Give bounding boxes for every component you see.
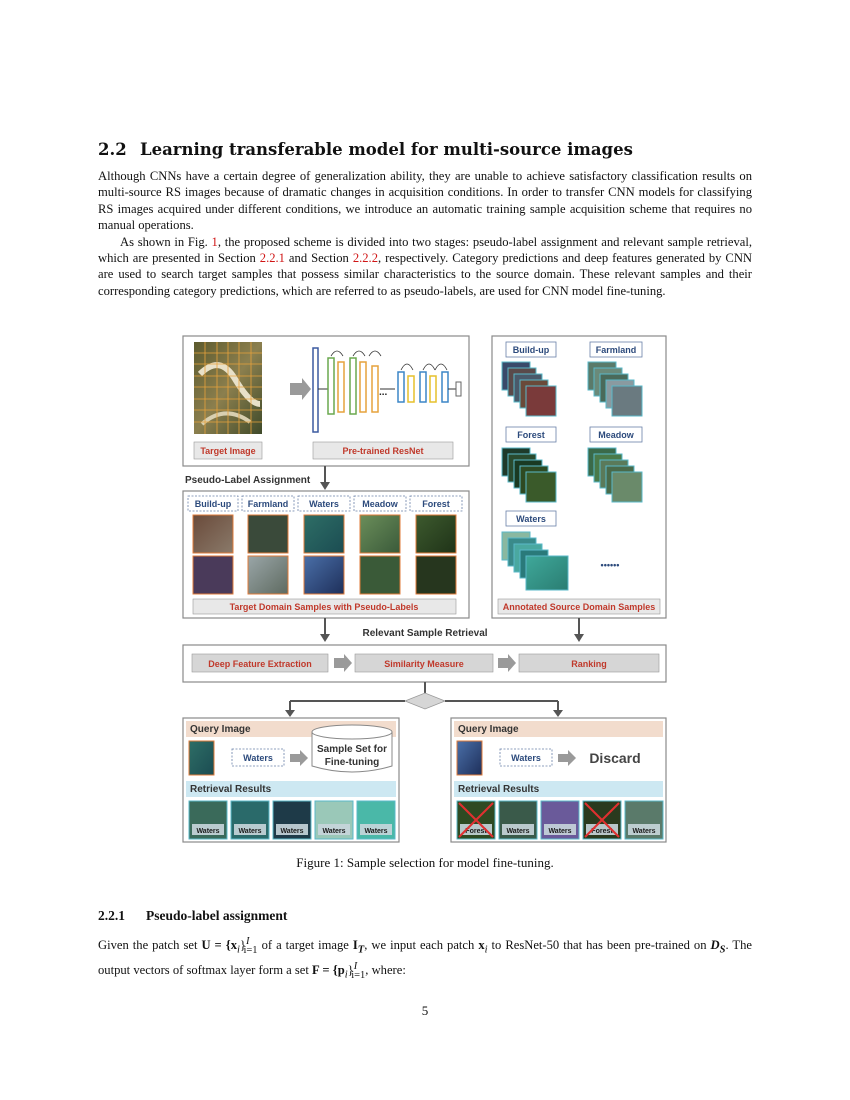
section-title: Learning transferable model for multi-source images — [140, 140, 633, 159]
target-image-label: Target Image — [200, 446, 256, 456]
source-domain-panel — [492, 336, 666, 618]
result-label: Waters — [196, 828, 220, 835]
source-category-label: Build-up — [512, 345, 550, 355]
retrieval-results-label: Retrieval Results — [458, 784, 540, 795]
down-arrow-icon — [553, 710, 563, 717]
source-category-label: Meadow — [598, 430, 634, 440]
result-label: Forest — [591, 828, 613, 835]
decision-diamond-icon — [405, 693, 445, 709]
down-arrow-icon — [320, 482, 330, 490]
relevant-sample-retrieval-title: Relevant Sample Retrieval — [362, 628, 488, 639]
query-image-label: Query Image — [190, 724, 251, 735]
down-arrow-icon — [574, 634, 584, 642]
source-category-label: Farmland — [595, 345, 637, 355]
result-label: Waters — [548, 828, 572, 835]
subsection-title: Pseudo-label assignment — [146, 908, 288, 923]
result-label: Waters — [364, 828, 388, 835]
source-category-label: Waters — [516, 514, 546, 524]
pseudo-label-panel — [183, 491, 469, 618]
result-label: Waters — [506, 828, 530, 835]
sample-set-label-1: Sample Set for — [316, 744, 388, 755]
pseudo-label: Waters — [511, 753, 541, 763]
paragraph-1: Although CNNs have a certain degree of generalization ability, they are unable to achieve satisfactory classification results on multi-source RS images because of dramatic changes in acquisition conditions. In order to transfer CNN models for classifying RS images acquired under different conditions, we introduce an automatic training sample acquisition scheme that requires no manual operations. — [98, 169, 752, 233]
body-text — [98, 168, 752, 299]
figure-ref-link[interactable]: 1 — [211, 234, 218, 249]
pseudo-label: Waters — [243, 753, 273, 763]
discard-label: Discard — [589, 750, 641, 766]
section-number: 2.2 — [98, 140, 127, 159]
category-labels — [188, 496, 462, 511]
retrieval-steps-panel — [183, 645, 666, 682]
section-ref-link-1[interactable]: 2.2.1 — [259, 251, 285, 266]
down-arrow-icon — [285, 710, 295, 717]
step-label: Similarity Measure — [384, 659, 464, 669]
result-label: Forest — [465, 828, 487, 835]
section-ref-link-2[interactable]: 2.2.2 — [352, 251, 378, 266]
source-more-ellipsis: •••••• — [600, 560, 620, 570]
query-image-thumbnail — [189, 741, 214, 775]
paragraph-2: As shown in Fig. 1, the proposed scheme is divided into two stages: pseudo-label assignment and relevant sample retrieval, which are presented in Section 2.2.1 and Section 2.2.2, respectively. Category predictions and deep features generated by CNN are used to search target samples that possess similar characteristics to the source domain. These relevant samples and their corresponding category predictions, which are referred to as pseudo-labels, are used for CNN model fine-tuning. — [98, 234, 753, 298]
annotated-source-label: Annotated Source Domain Samples — [502, 602, 656, 612]
pretrained-resnet-label: Pre-trained ResNet — [342, 446, 424, 456]
discarded-query-panel — [451, 718, 666, 842]
paragraph-3: Given the patch set $U = \{x_i\}^I_{i=1}$ of a target image $I_T$, we input each patch $x_i$ to ResNet-50 that has been pre-trained on $D_S$. The output vectors of softmax layer form a set $F = \{p_i\}^I_{i=1}$, where: — [98, 936, 752, 981]
category-label: Forest — [422, 499, 450, 509]
result-label: Waters — [280, 828, 304, 835]
sample-set-cylinder — [312, 725, 392, 772]
source-category-label: Forest — [517, 430, 545, 440]
query-image-thumbnail — [457, 741, 482, 775]
target-resnet-panel — [183, 336, 469, 466]
sample-set-label-2: Fine-tuning — [324, 757, 380, 768]
category-label: Build-up — [194, 499, 232, 509]
result-label: Waters — [322, 828, 346, 835]
down-arrow-icon — [320, 634, 330, 642]
step-label: Ranking — [571, 659, 607, 669]
target-domain-samples-label: Target Domain Samples with Pseudo-Labels — [229, 602, 419, 612]
result-label: Waters — [632, 828, 656, 835]
figure-1 — [180, 334, 670, 846]
category-label: Meadow — [362, 499, 398, 509]
category-label: Waters — [309, 499, 339, 509]
pseudo-label-assignment-title: Pseudo-Label Assignment — [185, 475, 311, 486]
subsection-heading — [98, 908, 287, 924]
result-label: Waters — [238, 828, 262, 835]
page-number: 5 — [421, 1003, 429, 1018]
step-label: Deep Feature Extraction — [208, 659, 312, 669]
retrieval-results-label: Retrieval Results — [190, 784, 272, 795]
category-label: Farmland — [247, 499, 289, 509]
section-heading — [98, 140, 633, 159]
resnet-ellipsis: ... — [379, 387, 388, 398]
query-image-label: Query Image — [458, 724, 519, 735]
subsection-number: 2.2.1 — [98, 908, 125, 923]
figure-caption: Figure 1: Sample selection for model fine-tuning. — [296, 855, 554, 870]
accepted-query-panel — [183, 718, 399, 842]
